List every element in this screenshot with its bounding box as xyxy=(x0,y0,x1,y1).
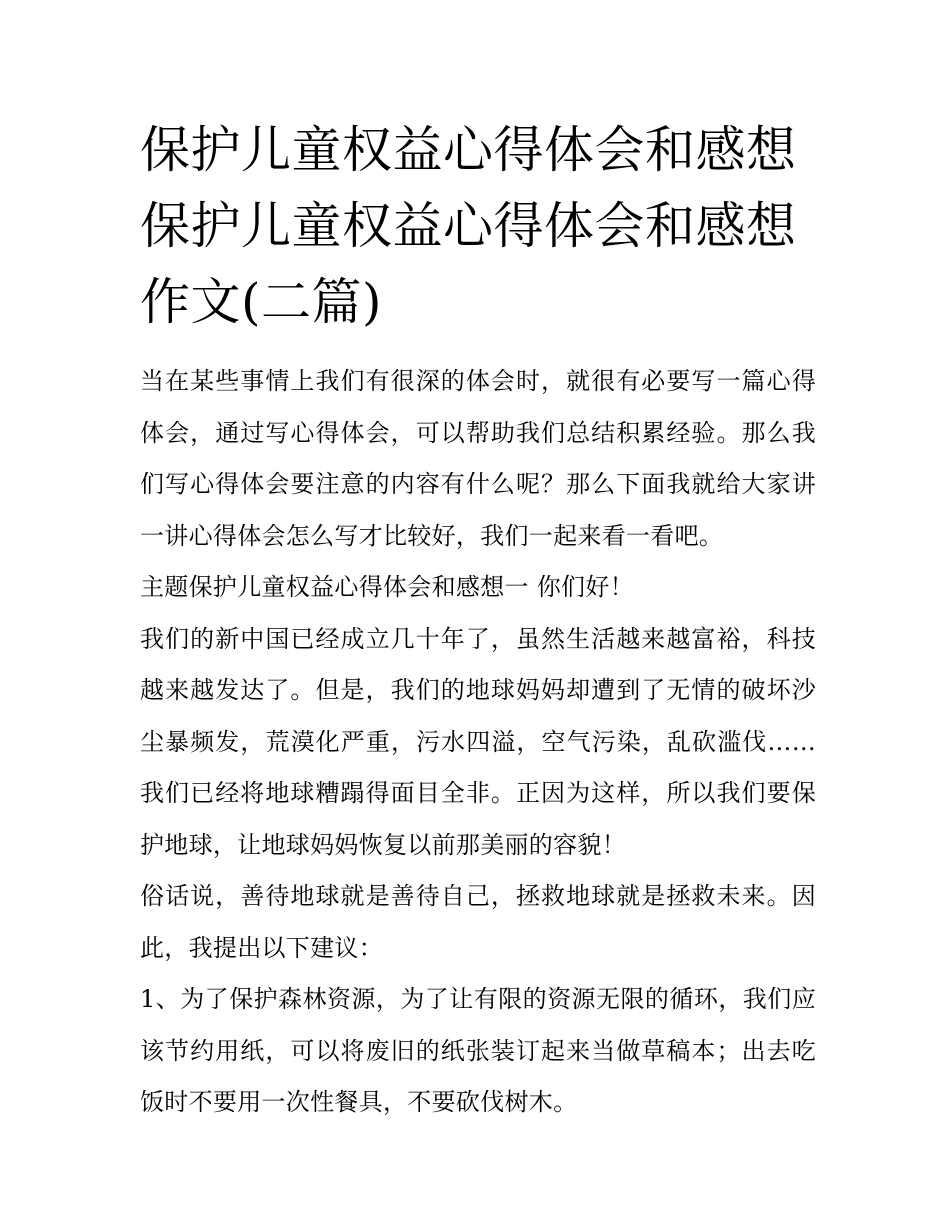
title-line-3: 作文(二篇) xyxy=(140,273,383,331)
body-paragraph-earth: 我们的新中国已经成立几十年了，虽然生活越来越富裕，科技越来越发达了。但是，我们的地球妈妈却遭到了无情的破坏沙尘暴频发，荒漠化严重，污水四溢，空气污染，乱砍滥伐……我们已经将地球糟蹋得面目全非。正因为这样，所以我们要保护地球，让地球妈妈恢复以前那美丽的容貌！ xyxy=(140,624,816,859)
title-line-2: 保护儿童权益心得体会和感想 xyxy=(140,197,797,255)
title-line-1: 保护儿童权益心得体会和感想 xyxy=(140,121,797,179)
topic-greeting-paragraph: 主题保护儿童权益心得体会和感想一 你们好！ xyxy=(140,573,634,601)
suggestion-item-1: 1、为了保护森林资源，为了让有限的资源无限的循环，我们应该节约用纸，可以将废旧的纸张装订起来当做草稿本；出去吃饭时不要用一次性餐具，不要砍伐树木。 xyxy=(140,985,816,1116)
intro-paragraph: 当在某些事情上我们有很深的体会时，就很有必要写一篇心得体会，通过写心得体会，可以帮助我们总结积累经验。那么我们写心得体会要注意的内容有什么呢？那么下面我就给大家讲一讲心得体会怎么写才比较好，我们一起来看一看吧。 xyxy=(140,367,816,550)
document-page xyxy=(140,112,816,1129)
body-paragraph-proverb: 俗话说，善待地球就是善待自己，拯救地球就是拯救未来。因此，我提出以下建议： xyxy=(140,882,816,962)
document-title xyxy=(140,112,816,340)
